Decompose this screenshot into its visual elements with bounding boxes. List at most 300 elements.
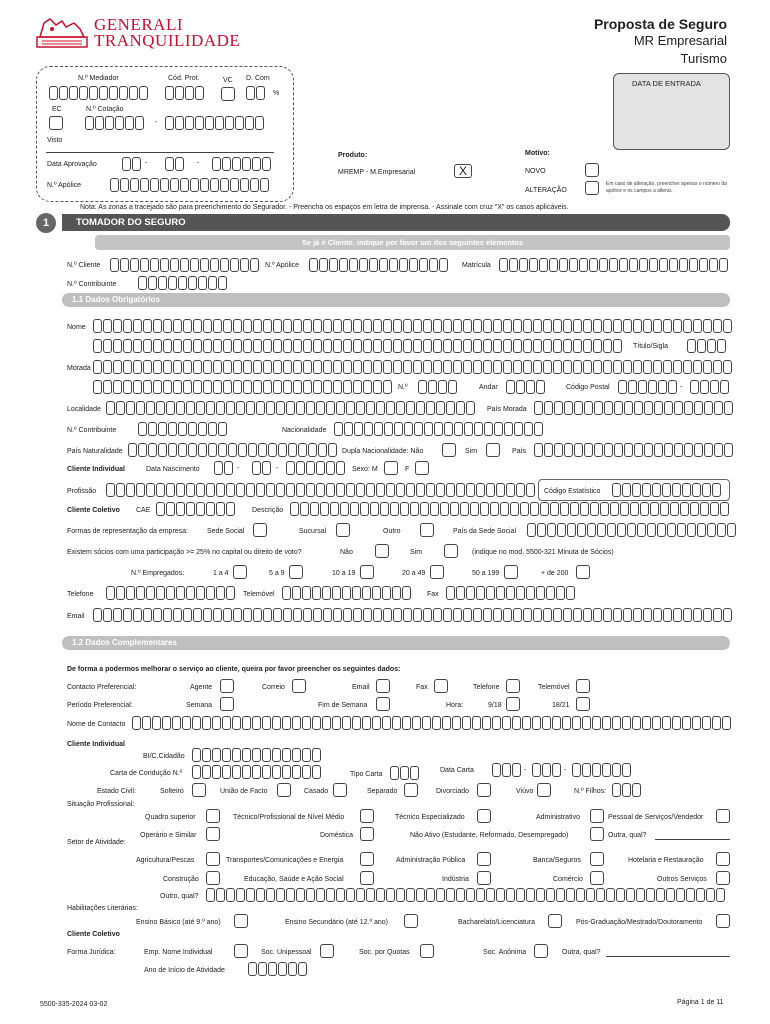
- input-cell[interactable]: [222, 748, 231, 762]
- input-cell[interactable]: [296, 401, 305, 415]
- input-cell[interactable]: [583, 360, 592, 374]
- input-cell[interactable]: [682, 716, 691, 730]
- input-cell[interactable]: [175, 116, 184, 130]
- input-cell[interactable]: [476, 888, 485, 902]
- input-cell[interactable]: [176, 502, 185, 516]
- input-cell[interactable]: [343, 319, 352, 333]
- input-cell[interactable]: [674, 401, 683, 415]
- contacto-telemovel-checkbox[interactable]: [576, 679, 590, 693]
- input-cell[interactable]: [366, 401, 375, 415]
- input-cell[interactable]: [186, 401, 195, 415]
- input-cell[interactable]: [183, 319, 192, 333]
- input-cell[interactable]: [175, 157, 184, 171]
- descricao-input[interactable]: [290, 502, 730, 516]
- input-cell[interactable]: [709, 258, 718, 272]
- input-cell[interactable]: [526, 586, 535, 600]
- input-cell[interactable]: [672, 483, 681, 497]
- input-cell[interactable]: [206, 502, 215, 516]
- input-cell[interactable]: [232, 716, 241, 730]
- input-cell[interactable]: [473, 319, 482, 333]
- input-cell[interactable]: [303, 339, 312, 353]
- basico-checkbox[interactable]: [234, 914, 248, 928]
- input-cell[interactable]: [273, 339, 282, 353]
- input-cell[interactable]: [472, 716, 481, 730]
- input-cell[interactable]: [704, 401, 713, 415]
- input-cell[interactable]: [242, 765, 251, 779]
- input-cell[interactable]: [373, 339, 382, 353]
- input-cell[interactable]: [103, 319, 112, 333]
- sede-social-checkbox[interactable]: [253, 523, 267, 537]
- input-cell[interactable]: [386, 401, 395, 415]
- input-cell[interactable]: [272, 716, 281, 730]
- input-cell[interactable]: [637, 523, 646, 537]
- input-cell[interactable]: [466, 888, 475, 902]
- input-cell[interactable]: [496, 483, 505, 497]
- input-cell[interactable]: [372, 586, 381, 600]
- input-cell[interactable]: [439, 258, 448, 272]
- input-cell[interactable]: [359, 258, 368, 272]
- input-cell[interactable]: [202, 716, 211, 730]
- input-cell[interactable]: [233, 380, 242, 394]
- input-cell[interactable]: [218, 276, 227, 290]
- input-cell[interactable]: [334, 422, 343, 436]
- input-cell[interactable]: [333, 608, 342, 622]
- input-cell[interactable]: [168, 276, 177, 290]
- input-cell[interactable]: [403, 608, 412, 622]
- nome-contacto-input[interactable]: [132, 716, 732, 730]
- solteiro-checkbox[interactable]: [192, 783, 206, 797]
- input-cell[interactable]: [540, 502, 549, 516]
- input-cell[interactable]: [210, 178, 219, 192]
- input-cell[interactable]: [404, 422, 413, 436]
- input-cell[interactable]: [296, 888, 305, 902]
- quotas-checkbox[interactable]: [420, 944, 434, 958]
- input-cell[interactable]: [456, 483, 465, 497]
- input-cell[interactable]: [544, 401, 553, 415]
- input-cell[interactable]: [533, 608, 542, 622]
- input-cell[interactable]: [128, 443, 137, 457]
- input-cell[interactable]: [433, 339, 442, 353]
- input-cell[interactable]: [206, 483, 215, 497]
- emp-3-checkbox[interactable]: [360, 565, 374, 579]
- input-cell[interactable]: [562, 716, 571, 730]
- input-cell[interactable]: [533, 339, 542, 353]
- input-cell[interactable]: [386, 483, 395, 497]
- input-cell[interactable]: [282, 765, 291, 779]
- input-cell[interactable]: [526, 380, 535, 394]
- input-cell[interactable]: [156, 483, 165, 497]
- input-cell[interactable]: [418, 380, 427, 394]
- input-cell[interactable]: [426, 401, 435, 415]
- input-cell[interactable]: [208, 422, 217, 436]
- input-cell[interactable]: [350, 502, 359, 516]
- input-cell[interactable]: [353, 339, 362, 353]
- input-cell[interactable]: [533, 319, 542, 333]
- input-cell[interactable]: [450, 502, 459, 516]
- input-cell[interactable]: [363, 339, 372, 353]
- input-cell[interactable]: [252, 748, 261, 762]
- input-cell[interactable]: [674, 443, 683, 457]
- input-cell[interactable]: [272, 748, 281, 762]
- input-cell[interactable]: [679, 258, 688, 272]
- input-cell[interactable]: [384, 422, 393, 436]
- input-cell[interactable]: [302, 716, 311, 730]
- input-cell[interactable]: [719, 258, 728, 272]
- input-cell[interactable]: [282, 586, 291, 600]
- input-cell[interactable]: [336, 888, 345, 902]
- input-cell[interactable]: [392, 586, 401, 600]
- input-cell[interactable]: [436, 401, 445, 415]
- input-cell[interactable]: [552, 763, 561, 777]
- input-cell[interactable]: [205, 116, 214, 130]
- input-cell[interactable]: [113, 319, 122, 333]
- input-cell[interactable]: [713, 608, 722, 622]
- input-cell[interactable]: [168, 422, 177, 436]
- input-cell[interactable]: [412, 716, 421, 730]
- input-cell[interactable]: [383, 319, 392, 333]
- input-cell[interactable]: [262, 157, 271, 171]
- data-carta-day[interactable]: [492, 763, 522, 777]
- input-cell[interactable]: [563, 319, 572, 333]
- input-cell[interactable]: [214, 461, 223, 475]
- input-cell[interactable]: [723, 608, 732, 622]
- input-cell[interactable]: [133, 360, 142, 374]
- input-cell[interactable]: [116, 586, 125, 600]
- input-cell[interactable]: [673, 608, 682, 622]
- input-cell[interactable]: [690, 502, 699, 516]
- input-cell[interactable]: [413, 608, 422, 622]
- input-cell[interactable]: [306, 483, 315, 497]
- input-cell[interactable]: [673, 319, 682, 333]
- input-cell[interactable]: [454, 422, 463, 436]
- input-cell[interactable]: [534, 443, 543, 457]
- input-cell[interactable]: [403, 339, 412, 353]
- input-cell[interactable]: [353, 608, 362, 622]
- input-cell[interactable]: [523, 339, 532, 353]
- input-cell[interactable]: [579, 258, 588, 272]
- input-cell[interactable]: [233, 360, 242, 374]
- input-cell[interactable]: [714, 443, 723, 457]
- cod-prot-input[interactable]: [165, 86, 205, 100]
- unipessoal-checkbox[interactable]: [320, 944, 334, 958]
- input-cell[interactable]: [592, 716, 601, 730]
- input-cell[interactable]: [313, 339, 322, 353]
- admin-publica-checkbox[interactable]: [477, 852, 491, 866]
- input-cell[interactable]: [286, 401, 295, 415]
- input-cell[interactable]: [223, 380, 232, 394]
- input-cell[interactable]: [126, 586, 135, 600]
- input-cell[interactable]: [105, 116, 114, 130]
- input-cell[interactable]: [553, 319, 562, 333]
- pos-checkbox[interactable]: [716, 914, 730, 928]
- correio-checkbox[interactable]: [292, 679, 306, 693]
- input-cell[interactable]: [362, 716, 371, 730]
- input-cell[interactable]: [216, 401, 225, 415]
- input-cell[interactable]: [503, 360, 512, 374]
- input-cell[interactable]: [704, 443, 713, 457]
- input-cell[interactable]: [133, 608, 142, 622]
- ec-checkbox[interactable]: [49, 116, 63, 130]
- input-cell[interactable]: [276, 888, 285, 902]
- input-cell[interactable]: [206, 586, 215, 600]
- input-cell[interactable]: [602, 763, 611, 777]
- educacao-checkbox[interactable]: [360, 871, 374, 885]
- input-cell[interactable]: [413, 360, 422, 374]
- input-cell[interactable]: [286, 483, 295, 497]
- input-cell[interactable]: [123, 608, 132, 622]
- input-cell[interactable]: [208, 276, 217, 290]
- input-cell[interactable]: [283, 360, 292, 374]
- input-cell[interactable]: [542, 716, 551, 730]
- input-cell[interactable]: [624, 443, 633, 457]
- input-cell[interactable]: [176, 586, 185, 600]
- input-cell[interactable]: [252, 765, 261, 779]
- input-cell[interactable]: [383, 360, 392, 374]
- input-cell[interactable]: [696, 888, 705, 902]
- input-cell[interactable]: [693, 608, 702, 622]
- input-cell[interactable]: [220, 258, 229, 272]
- input-cell[interactable]: [723, 319, 732, 333]
- input-cell[interactable]: [424, 422, 433, 436]
- input-cell[interactable]: [252, 716, 261, 730]
- input-cell[interactable]: [473, 339, 482, 353]
- input-cell[interactable]: [316, 483, 325, 497]
- viuvo-checkbox[interactable]: [537, 783, 551, 797]
- divorciado-checkbox[interactable]: [477, 783, 491, 797]
- input-cell[interactable]: [523, 608, 532, 622]
- input-cell[interactable]: [363, 360, 372, 374]
- input-cell[interactable]: [500, 502, 509, 516]
- input-cell[interactable]: [697, 523, 706, 537]
- input-cell[interactable]: [539, 258, 548, 272]
- input-cell[interactable]: [326, 401, 335, 415]
- input-cell[interactable]: [232, 157, 241, 171]
- hora-2-checkbox[interactable]: [576, 697, 590, 711]
- input-cell[interactable]: [614, 401, 623, 415]
- input-cell[interactable]: [158, 422, 167, 436]
- input-cell[interactable]: [198, 422, 207, 436]
- input-cell[interactable]: [183, 360, 192, 374]
- input-cell[interactable]: [344, 422, 353, 436]
- input-cell[interactable]: [627, 523, 636, 537]
- input-cell[interactable]: [319, 258, 328, 272]
- input-cell[interactable]: [530, 502, 539, 516]
- input-cell[interactable]: [288, 443, 297, 457]
- input-cell[interactable]: [138, 276, 147, 290]
- input-cell[interactable]: [703, 360, 712, 374]
- input-cell[interactable]: [69, 86, 78, 100]
- input-cell[interactable]: [656, 888, 665, 902]
- input-cell[interactable]: [150, 258, 159, 272]
- input-cell[interactable]: [650, 502, 659, 516]
- fim-semana-checkbox[interactable]: [376, 697, 390, 711]
- input-cell[interactable]: [622, 763, 631, 777]
- input-cell[interactable]: [612, 483, 621, 497]
- input-cell[interactable]: [613, 360, 622, 374]
- input-cell[interactable]: [617, 523, 626, 537]
- input-cell[interactable]: [243, 360, 252, 374]
- input-cell[interactable]: [103, 360, 112, 374]
- input-cell[interactable]: [210, 258, 219, 272]
- input-cell[interactable]: [278, 443, 287, 457]
- input-cell[interactable]: [103, 339, 112, 353]
- input-cell[interactable]: [223, 319, 232, 333]
- input-cell[interactable]: [293, 380, 302, 394]
- input-cell[interactable]: [586, 888, 595, 902]
- input-cell[interactable]: [667, 523, 676, 537]
- input-cell[interactable]: [707, 523, 716, 537]
- input-cell[interactable]: [519, 258, 528, 272]
- input-cell[interactable]: [564, 443, 573, 457]
- input-cell[interactable]: [566, 586, 575, 600]
- morada-input-1[interactable]: [93, 360, 733, 374]
- input-cell[interactable]: [648, 380, 657, 394]
- input-cell[interactable]: [296, 483, 305, 497]
- input-cell[interactable]: [663, 319, 672, 333]
- telefone-input[interactable]: [106, 586, 236, 600]
- input-cell[interactable]: [574, 401, 583, 415]
- input-cell[interactable]: [480, 502, 489, 516]
- input-cell[interactable]: [393, 360, 402, 374]
- input-cell[interactable]: [720, 502, 729, 516]
- input-cell[interactable]: [166, 401, 175, 415]
- input-cell[interactable]: [493, 339, 502, 353]
- input-cell[interactable]: [342, 716, 351, 730]
- agente-checkbox[interactable]: [220, 679, 234, 693]
- input-cell[interactable]: [402, 586, 411, 600]
- input-cell[interactable]: [216, 502, 225, 516]
- input-cell[interactable]: [323, 360, 332, 374]
- input-cell[interactable]: [333, 339, 342, 353]
- input-cell[interactable]: [697, 339, 706, 353]
- administrativo-checkbox[interactable]: [590, 809, 604, 823]
- input-cell[interactable]: [639, 258, 648, 272]
- input-cell[interactable]: [634, 443, 643, 457]
- input-cell[interactable]: [330, 502, 339, 516]
- input-cell[interactable]: [216, 483, 225, 497]
- input-cell[interactable]: [162, 716, 171, 730]
- input-cell[interactable]: [374, 422, 383, 436]
- input-cell[interactable]: [339, 258, 348, 272]
- cae-input[interactable]: [156, 502, 236, 516]
- input-cell[interactable]: [130, 258, 139, 272]
- input-cell[interactable]: [727, 523, 736, 537]
- input-cell[interactable]: [180, 258, 189, 272]
- input-cell[interactable]: [109, 86, 118, 100]
- input-cell[interactable]: [113, 608, 122, 622]
- input-cell[interactable]: [563, 608, 572, 622]
- input-cell[interactable]: [553, 339, 562, 353]
- input-cell[interactable]: [557, 523, 566, 537]
- input-cell[interactable]: [268, 962, 277, 976]
- input-cell[interactable]: [258, 962, 267, 976]
- input-cell[interactable]: [532, 716, 541, 730]
- input-cell[interactable]: [512, 763, 521, 777]
- input-cell[interactable]: [414, 422, 423, 436]
- input-cell[interactable]: [290, 502, 299, 516]
- input-cell[interactable]: [373, 380, 382, 394]
- input-cell[interactable]: [276, 401, 285, 415]
- input-cell[interactable]: [132, 716, 141, 730]
- input-cell[interactable]: [333, 380, 342, 394]
- input-cell[interactable]: [292, 748, 301, 762]
- input-cell[interactable]: [139, 86, 148, 100]
- input-cell[interactable]: [292, 716, 301, 730]
- input-cell[interactable]: [79, 86, 88, 100]
- input-cell[interactable]: [543, 339, 552, 353]
- input-cell[interactable]: [603, 608, 612, 622]
- input-cell[interactable]: [702, 483, 711, 497]
- input-cell[interactable]: [380, 502, 389, 516]
- input-cell[interactable]: [513, 608, 522, 622]
- input-cell[interactable]: [494, 422, 503, 436]
- input-cell[interactable]: [647, 523, 656, 537]
- input-cell[interactable]: [366, 483, 375, 497]
- input-cell[interactable]: [302, 765, 311, 779]
- input-cell[interactable]: [200, 258, 209, 272]
- input-cell[interactable]: [659, 258, 668, 272]
- input-cell[interactable]: [536, 586, 545, 600]
- input-cell[interactable]: [245, 116, 254, 130]
- input-cell[interactable]: [224, 461, 233, 475]
- input-cell[interactable]: [483, 339, 492, 353]
- input-cell[interactable]: [389, 258, 398, 272]
- input-cell[interactable]: [610, 502, 619, 516]
- input-cell[interactable]: [366, 888, 375, 902]
- input-cell[interactable]: [623, 319, 632, 333]
- input-cell[interactable]: [509, 258, 518, 272]
- input-cell[interactable]: [496, 586, 505, 600]
- n-contribuinte-input[interactable]: [138, 276, 228, 290]
- input-cell[interactable]: [604, 401, 613, 415]
- input-cell[interactable]: [340, 502, 349, 516]
- input-cell[interactable]: [619, 258, 628, 272]
- input-cell[interactable]: [490, 502, 499, 516]
- input-cell[interactable]: [553, 608, 562, 622]
- emp-1-checkbox[interactable]: [233, 565, 247, 579]
- input-cell[interactable]: [213, 380, 222, 394]
- input-cell[interactable]: [293, 360, 302, 374]
- input-cell[interactable]: [652, 483, 661, 497]
- input-cell[interactable]: [570, 502, 579, 516]
- input-cell[interactable]: [486, 888, 495, 902]
- input-cell[interactable]: [353, 319, 362, 333]
- input-cell[interactable]: [434, 422, 443, 436]
- d-com-input[interactable]: [246, 86, 266, 100]
- input-cell[interactable]: [316, 401, 325, 415]
- input-cell[interactable]: [168, 443, 177, 457]
- input-cell[interactable]: [263, 339, 272, 353]
- input-cell[interactable]: [356, 888, 365, 902]
- input-cell[interactable]: [632, 483, 641, 497]
- input-cell[interactable]: [236, 888, 245, 902]
- input-cell[interactable]: [243, 339, 252, 353]
- input-cell[interactable]: [583, 319, 592, 333]
- input-cell[interactable]: [256, 401, 265, 415]
- input-cell[interactable]: [213, 608, 222, 622]
- input-cell[interactable]: [273, 380, 282, 394]
- input-cell[interactable]: [173, 380, 182, 394]
- input-cell[interactable]: [642, 483, 651, 497]
- input-cell[interactable]: [529, 258, 538, 272]
- input-cell[interactable]: [624, 401, 633, 415]
- nome-input-1[interactable]: [93, 319, 733, 333]
- semana-checkbox[interactable]: [220, 697, 234, 711]
- input-cell[interactable]: [282, 716, 291, 730]
- input-cell[interactable]: [183, 608, 192, 622]
- secundario-checkbox[interactable]: [404, 914, 418, 928]
- input-cell[interactable]: [123, 339, 132, 353]
